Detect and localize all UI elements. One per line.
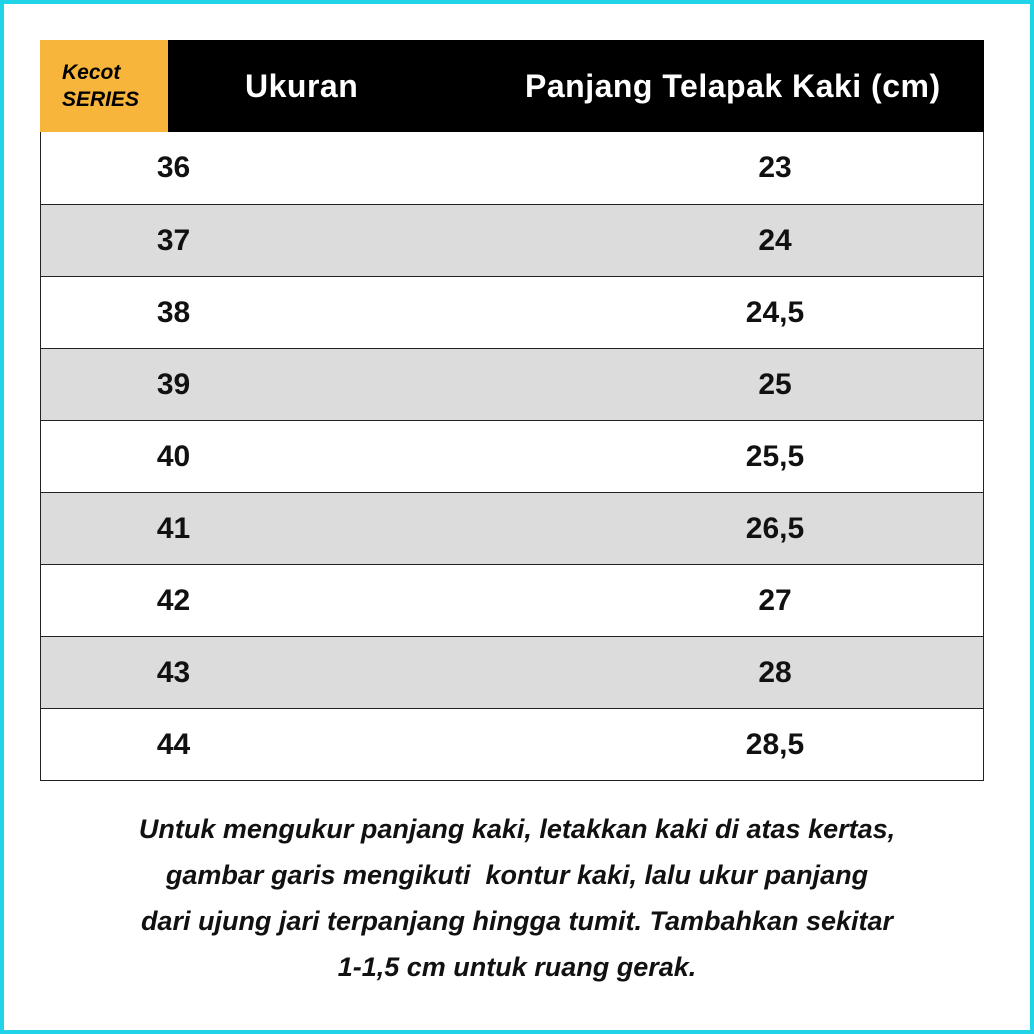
size-value: 38 [156, 295, 191, 329]
size-cell [41, 512, 567, 546]
table-row [41, 204, 983, 276]
size-cell [41, 296, 567, 330]
size-value: 37 [156, 223, 191, 257]
brand-badge [40, 40, 168, 132]
table-body [40, 132, 984, 781]
length-cell: 28,5 [745, 727, 805, 761]
instruction-line-1: Untuk mengukur panjang kaki, letakkan kaki di atas kertas, [138, 814, 896, 844]
size-value: 36 [156, 151, 191, 184]
length-cell: 26,5 [745, 511, 805, 545]
length-cell: 24,5 [745, 295, 805, 329]
size-cell [41, 440, 567, 474]
table-row [41, 420, 983, 492]
column-header-length: Panjang Telapak Kaki (cm) [525, 67, 941, 104]
brand-line-2: SERIES [62, 88, 140, 111]
size-cell [41, 728, 567, 762]
instruction-line-4: 1-1,5 cm untuk ruang gerak. [337, 952, 697, 982]
table-row [41, 132, 983, 204]
size-value: 39 [156, 367, 191, 401]
table-row [41, 276, 983, 348]
size-value: 40 [156, 439, 191, 473]
length-cell: 25,5 [745, 439, 805, 473]
size-cell [41, 151, 567, 185]
size-value: 41 [156, 511, 191, 545]
size-cell [41, 368, 567, 402]
size-cell [41, 584, 567, 618]
size-cell [41, 656, 567, 690]
table-row [41, 708, 983, 780]
size-chart-table [40, 40, 984, 781]
size-value: 44 [156, 727, 191, 761]
table-row [41, 636, 983, 708]
size-cell [41, 224, 567, 258]
table-row [41, 492, 983, 564]
length-cell: 25 [758, 367, 792, 401]
brand-line-1: Kecot [62, 61, 121, 84]
instruction-line-2: gambar garis mengikuti kontur kaki, lalu ukur panjang [165, 860, 869, 890]
table-row [41, 348, 983, 420]
size-value: 43 [156, 655, 191, 689]
measurement-instructions [40, 806, 994, 990]
length-cell: 27 [758, 583, 792, 617]
column-header-size: Ukuran [245, 67, 359, 104]
length-cell: 24 [758, 223, 792, 257]
table-row [41, 564, 983, 636]
length-cell: 23 [758, 151, 792, 184]
size-value: 42 [156, 583, 191, 617]
table-header [40, 40, 984, 132]
length-cell: 28 [758, 655, 792, 689]
instruction-line-3: dari ujung jari terpanjang hingga tumit. Tambahkan sekitar [140, 906, 894, 936]
